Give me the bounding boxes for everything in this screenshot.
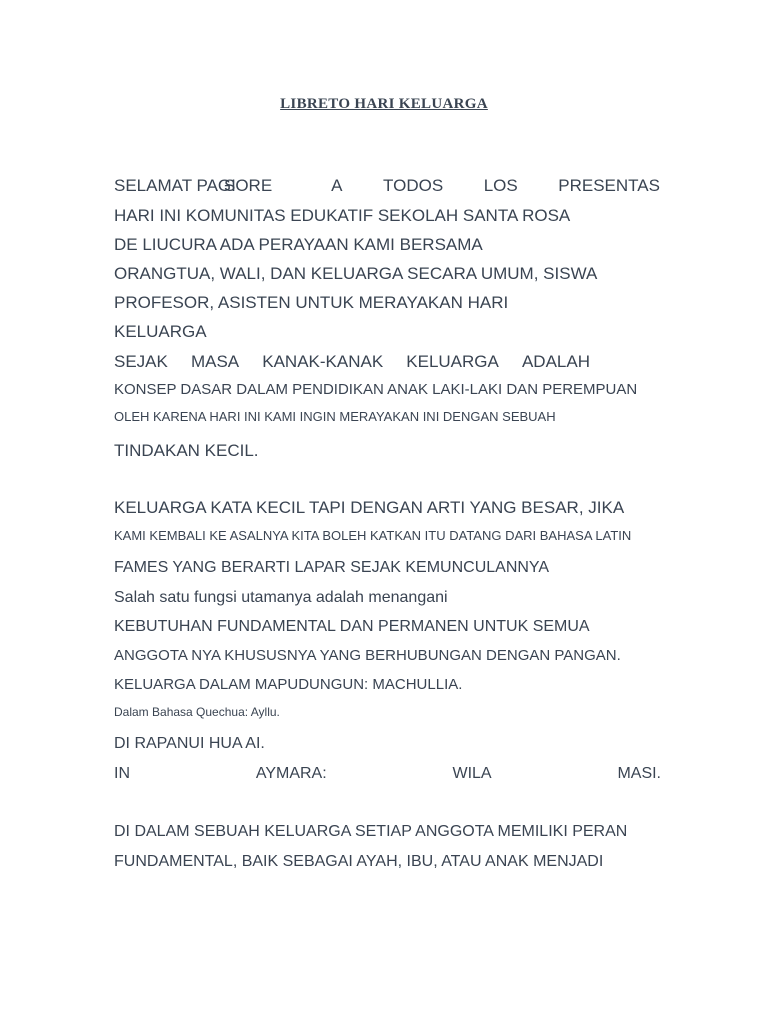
text-line: DE LIUCURA ADA PERAYAAN KAMI BERSAMA	[114, 235, 483, 254]
word: WILA	[452, 765, 492, 782]
text-line: DI DALAM SEBUAH KELUARGA SETIAP ANGGOTA MEMILIKI PERAN	[114, 823, 628, 840]
text-line: KELUARGA KATA KECIL TAPI DENGAN ARTI YANG BESAR, JIKA	[114, 498, 625, 517]
text-line: ORANGTUA, WALI, DAN KELUARGA SECARA UMUM, SISWA	[114, 264, 598, 283]
text-line: Salah satu fungsi utamanya adalah menangani	[114, 589, 448, 606]
text-line: KEBUTUHAN FUNDAMENTAL DAN PERMANEN UNTUK SEMUA	[114, 618, 590, 635]
greeting-word-6: PRESENTAS	[558, 176, 660, 195]
greeting-word-1: SELAMAT PAGI	[114, 176, 236, 195]
greeting-word-3: A	[331, 176, 343, 195]
greeting-overlap	[114, 177, 291, 196]
justified-line	[114, 765, 661, 783]
document-title: LIBRETO HARI KELUARGA	[280, 96, 488, 112]
text-line: KAMI KEMBALI KE ASALNYA KITA BOLEH KATKAN ITU DATANG DARI BAHASA LATIN	[114, 528, 632, 543]
justified-line	[114, 353, 590, 372]
greeting-word-4: TODOS	[383, 176, 444, 195]
text-line: DI RAPANUI HUA AI.	[114, 735, 265, 752]
text-line: Dalam Bahasa Quechua: Ayllu.	[114, 705, 280, 719]
greeting-line	[114, 177, 660, 196]
word: MASI.	[617, 765, 661, 782]
greeting-word-5: LOS	[483, 176, 518, 195]
word: AYMARA:	[255, 765, 327, 782]
text-line: OLEH KARENA HARI INI KAMI INGIN MERAYAKAN INI DENGAN SEBUAH	[114, 409, 556, 424]
text-line: HARI INI KOMUNITAS EDUKATIF SEKOLAH SANTA ROSA	[114, 206, 571, 225]
greeting-word-2: SORE	[224, 176, 273, 195]
word: SEJAK	[114, 352, 168, 371]
text-line: PROFESOR, ASISTEN UNTUK MERAYAKAN HARI	[114, 293, 509, 312]
word: MASA	[190, 352, 240, 371]
word: IN	[114, 765, 130, 782]
text-line: KELUARGA	[114, 322, 207, 341]
text-line: ANGGOTA NYA KHUSUSNYA YANG BERHUBUNGAN DENGAN PANGAN.	[114, 647, 621, 664]
text-line: TINDAKAN KECIL.	[114, 441, 259, 460]
text-line: KELUARGA DALAM MAPUDUNGUN: MACHULLIA.	[114, 676, 463, 693]
word: ADALAH	[521, 352, 590, 371]
text-line: KONSEP DASAR DALAM PENDIDIKAN ANAK LAKI-LAKI DAN PEREMPUAN	[114, 381, 638, 398]
word: KELUARGA	[406, 352, 499, 371]
word: KANAK-KANAK	[262, 352, 384, 371]
text-line: FAMES YANG BERARTI LAPAR SEJAK KEMUNCULANNYA	[114, 559, 550, 576]
text-line: FUNDAMENTAL, BAIK SEBAGAI AYAH, IBU, ATAU ANAK MENJADI	[114, 853, 604, 870]
